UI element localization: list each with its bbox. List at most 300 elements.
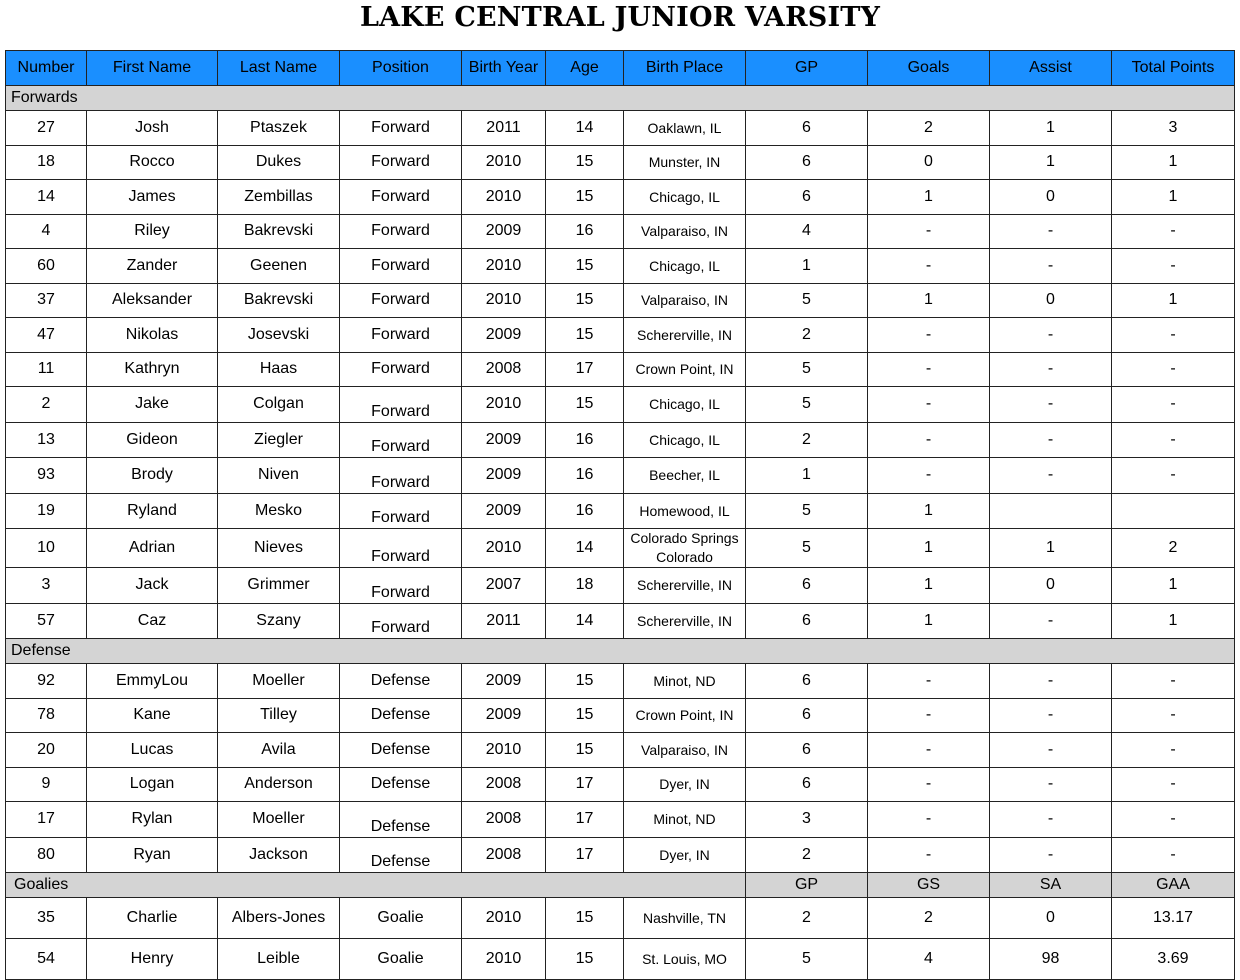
birth-year-cell: 2009 — [462, 318, 546, 353]
birth-place-cell: Schererville, IN — [624, 603, 746, 639]
birth-place-cell: Valparaiso, IN — [624, 214, 746, 249]
birth-place-cell: Crown Point, IN — [624, 352, 746, 387]
number-cell: 27 — [6, 111, 87, 146]
last-name-cell: Moeller — [218, 802, 340, 838]
player-row — [6, 145, 1235, 180]
column-header: First Name — [87, 51, 218, 86]
total-points-cell: - — [1112, 458, 1235, 494]
last-name-cell: Ziegler — [218, 422, 340, 458]
goals-cell: 4 — [868, 939, 990, 980]
age-cell: 15 — [546, 387, 624, 423]
last-name-cell: Jackson — [218, 837, 340, 873]
goalie-column-header: SA — [990, 873, 1112, 898]
age-cell: 15 — [546, 733, 624, 768]
column-header: Assist — [990, 51, 1112, 86]
birth-place-cell: Crown Point, IN — [624, 698, 746, 733]
position-cell: Forward — [340, 568, 462, 604]
goals-cell: 1 — [868, 180, 990, 215]
age-cell: 14 — [546, 111, 624, 146]
position-cell: Goalie — [340, 939, 462, 980]
assist-cell: - — [990, 603, 1112, 639]
birth-year-cell: 2009 — [462, 214, 546, 249]
total-points-cell: 3.69 — [1112, 939, 1235, 980]
first-name-cell: Riley — [87, 214, 218, 249]
column-header: GP — [746, 51, 868, 86]
player-row — [6, 458, 1235, 494]
column-header: Birth Place — [624, 51, 746, 86]
birth-place-cell: St. Louis, MO — [624, 939, 746, 980]
gp-cell: 6 — [746, 603, 868, 639]
goals-cell: - — [868, 387, 990, 423]
goals-cell: - — [868, 318, 990, 353]
assist-cell: - — [990, 458, 1112, 494]
first-name-cell: James — [87, 180, 218, 215]
assist-cell: 98 — [990, 939, 1112, 980]
assist-cell: 1 — [990, 145, 1112, 180]
total-points-cell: 1 — [1112, 180, 1235, 215]
assist-cell — [990, 493, 1112, 529]
total-points-cell: 1 — [1112, 145, 1235, 180]
column-header: Position — [340, 51, 462, 86]
first-name-cell: Rylan — [87, 802, 218, 838]
position-cell: Forward — [340, 352, 462, 387]
birth-year-cell: 2009 — [462, 493, 546, 529]
age-cell: 16 — [546, 422, 624, 458]
birth-year-cell: 2009 — [462, 458, 546, 494]
table-header-row — [6, 51, 1235, 86]
goals-cell: - — [868, 422, 990, 458]
age-cell: 17 — [546, 352, 624, 387]
assist-cell: - — [990, 802, 1112, 838]
age-cell: 15 — [546, 664, 624, 699]
position-cell: Forward — [340, 145, 462, 180]
number-cell: 54 — [6, 939, 87, 980]
total-points-cell — [1112, 493, 1235, 529]
position-cell: Forward — [340, 422, 462, 458]
first-name-cell: Kane — [87, 698, 218, 733]
birth-year-cell: 2011 — [462, 603, 546, 639]
goals-cell: - — [868, 698, 990, 733]
last-name-cell: Albers-Jones — [218, 898, 340, 939]
gp-cell: 1 — [746, 458, 868, 494]
goalie-row — [6, 898, 1235, 939]
birth-year-cell: 2011 — [462, 111, 546, 146]
page-title: LAKE CENTRAL JUNIOR VARSITY — [359, 2, 881, 33]
gp-cell: 5 — [746, 529, 868, 568]
age-cell: 17 — [546, 802, 624, 838]
total-points-cell: 13.17 — [1112, 898, 1235, 939]
birth-place-cell: Oaklawn, IL — [624, 111, 746, 146]
total-points-cell: 1 — [1112, 603, 1235, 639]
total-points-cell: - — [1112, 802, 1235, 838]
player-row — [6, 387, 1235, 423]
first-name-cell: Caz — [87, 603, 218, 639]
age-cell: 15 — [546, 939, 624, 980]
section-header-row — [6, 86, 1235, 111]
column-header: Birth Year — [462, 51, 546, 86]
gp-cell: 2 — [746, 898, 868, 939]
birth-year-cell: 2010 — [462, 939, 546, 980]
player-row — [6, 603, 1235, 639]
goalie-column-header: GS — [868, 873, 990, 898]
goals-cell: - — [868, 802, 990, 838]
goals-cell: - — [868, 214, 990, 249]
birth-place-cell: Minot, ND — [624, 664, 746, 699]
age-cell: 17 — [546, 767, 624, 802]
number-cell: 3 — [6, 568, 87, 604]
gp-cell: 5 — [746, 283, 868, 318]
player-row — [6, 493, 1235, 529]
first-name-cell: Aleksander — [87, 283, 218, 318]
number-cell: 2 — [6, 387, 87, 423]
birth-place-cell: Homewood, IL — [624, 493, 746, 529]
total-points-cell: 2 — [1112, 529, 1235, 568]
total-points-cell: - — [1112, 767, 1235, 802]
birth-place-cell: Chicago, IL — [624, 249, 746, 284]
gp-cell: 6 — [746, 180, 868, 215]
birth-place-cell: Nashville, TN — [624, 898, 746, 939]
position-cell: Forward — [340, 458, 462, 494]
gp-cell: 6 — [746, 733, 868, 768]
goals-cell: 2 — [868, 898, 990, 939]
birth-year-cell: 2010 — [462, 283, 546, 318]
birth-year-cell: 2009 — [462, 698, 546, 733]
birth-place-cell: Minot, ND — [624, 802, 746, 838]
birth-place-cell: Colorado Springs Colorado — [624, 529, 746, 568]
position-cell: Defense — [340, 664, 462, 699]
assist-cell: 0 — [990, 568, 1112, 604]
assist-cell: 0 — [990, 283, 1112, 318]
last-name-cell: Moeller — [218, 664, 340, 699]
birth-year-cell: 2008 — [462, 352, 546, 387]
position-cell: Forward — [340, 111, 462, 146]
birth-place-cell: Chicago, IL — [624, 180, 746, 215]
gp-cell: 4 — [746, 214, 868, 249]
section-label: Goalies — [6, 873, 746, 898]
position-cell: Defense — [340, 802, 462, 838]
number-cell: 19 — [6, 493, 87, 529]
gp-cell: 6 — [746, 664, 868, 699]
position-cell: Goalie — [340, 898, 462, 939]
number-cell: 35 — [6, 898, 87, 939]
birth-year-cell: 2010 — [462, 529, 546, 568]
age-cell: 15 — [546, 318, 624, 353]
total-points-cell: - — [1112, 733, 1235, 768]
birth-year-cell: 2010 — [462, 145, 546, 180]
position-cell: Forward — [340, 214, 462, 249]
section-header-row — [6, 639, 1235, 664]
age-cell: 15 — [546, 145, 624, 180]
goals-cell: - — [868, 249, 990, 284]
birth-year-cell: 2008 — [462, 837, 546, 873]
first-name-cell: Jack — [87, 568, 218, 604]
birth-place-cell: Beecher, IL — [624, 458, 746, 494]
assist-cell: - — [990, 767, 1112, 802]
gp-cell: 6 — [746, 111, 868, 146]
position-cell: Forward — [340, 529, 462, 568]
number-cell: 11 — [6, 352, 87, 387]
assist-cell: 0 — [990, 180, 1112, 215]
age-cell: 15 — [546, 898, 624, 939]
age-cell: 15 — [546, 180, 624, 215]
first-name-cell: Charlie — [87, 898, 218, 939]
player-row — [6, 802, 1235, 838]
total-points-cell: 3 — [1112, 111, 1235, 146]
number-cell: 13 — [6, 422, 87, 458]
total-points-cell: - — [1112, 249, 1235, 284]
gp-cell: 2 — [746, 837, 868, 873]
player-row — [6, 214, 1235, 249]
assist-cell: - — [990, 352, 1112, 387]
total-points-cell: 1 — [1112, 283, 1235, 318]
position-cell: Forward — [340, 603, 462, 639]
goalie-column-header: GAA — [1112, 873, 1235, 898]
birth-place-cell: Dyer, IN — [624, 767, 746, 802]
number-cell: 18 — [6, 145, 87, 180]
last-name-cell: Niven — [218, 458, 340, 494]
last-name-cell: Szany — [218, 603, 340, 639]
first-name-cell: Adrian — [87, 529, 218, 568]
total-points-cell: - — [1112, 352, 1235, 387]
total-points-cell: - — [1112, 422, 1235, 458]
birth-year-cell: 2010 — [462, 898, 546, 939]
birth-year-cell: 2009 — [462, 422, 546, 458]
number-cell: 10 — [6, 529, 87, 568]
first-name-cell: Nikolas — [87, 318, 218, 353]
last-name-cell: Avila — [218, 733, 340, 768]
birth-place-cell: Munster, IN — [624, 145, 746, 180]
player-row — [6, 568, 1235, 604]
first-name-cell: Ryan — [87, 837, 218, 873]
goals-cell: - — [868, 733, 990, 768]
last-name-cell: Josevski — [218, 318, 340, 353]
goals-cell: 1 — [868, 529, 990, 568]
last-name-cell: Zembillas — [218, 180, 340, 215]
first-name-cell: Henry — [87, 939, 218, 980]
goals-cell: 0 — [868, 145, 990, 180]
gp-cell: 6 — [746, 568, 868, 604]
number-cell: 14 — [6, 180, 87, 215]
player-row — [6, 837, 1235, 873]
last-name-cell: Dukes — [218, 145, 340, 180]
age-cell: 16 — [546, 493, 624, 529]
number-cell: 80 — [6, 837, 87, 873]
goals-cell: 1 — [868, 603, 990, 639]
number-cell: 4 — [6, 214, 87, 249]
column-header: Total Points — [1112, 51, 1235, 86]
first-name-cell: Brody — [87, 458, 218, 494]
birth-year-cell: 2008 — [462, 767, 546, 802]
goals-cell: 2 — [868, 111, 990, 146]
assist-cell: 0 — [990, 898, 1112, 939]
last-name-cell: Bakrevski — [218, 283, 340, 318]
goalie-column-header: GP — [746, 873, 868, 898]
last-name-cell: Haas — [218, 352, 340, 387]
birth-year-cell: 2007 — [462, 568, 546, 604]
first-name-cell: Zander — [87, 249, 218, 284]
gp-cell: 2 — [746, 422, 868, 458]
assist-cell: - — [990, 664, 1112, 699]
goals-cell: - — [868, 664, 990, 699]
goals-cell: 1 — [868, 568, 990, 604]
number-cell: 17 — [6, 802, 87, 838]
birth-place-cell: Valparaiso, IN — [624, 733, 746, 768]
position-cell: Forward — [340, 318, 462, 353]
player-row — [6, 529, 1235, 568]
last-name-cell: Ptaszek — [218, 111, 340, 146]
last-name-cell: Geenen — [218, 249, 340, 284]
assist-cell: - — [990, 837, 1112, 873]
total-points-cell: - — [1112, 387, 1235, 423]
last-name-cell: Colgan — [218, 387, 340, 423]
section-label: Forwards — [6, 86, 1235, 111]
age-cell: 14 — [546, 603, 624, 639]
player-row — [6, 283, 1235, 318]
player-row — [6, 249, 1235, 284]
birth-year-cell: 2009 — [462, 664, 546, 699]
number-cell: 37 — [6, 283, 87, 318]
goals-cell: - — [868, 837, 990, 873]
goals-cell: 1 — [868, 493, 990, 529]
number-cell: 92 — [6, 664, 87, 699]
birth-year-cell: 2010 — [462, 180, 546, 215]
player-row — [6, 698, 1235, 733]
assist-cell: - — [990, 249, 1112, 284]
first-name-cell: Lucas — [87, 733, 218, 768]
first-name-cell: EmmyLou — [87, 664, 218, 699]
goals-cell: - — [868, 458, 990, 494]
age-cell: 16 — [546, 214, 624, 249]
number-cell: 78 — [6, 698, 87, 733]
birth-place-cell: Schererville, IN — [624, 568, 746, 604]
gp-cell: 3 — [746, 802, 868, 838]
first-name-cell: Rocco — [87, 145, 218, 180]
gp-cell: 6 — [746, 145, 868, 180]
number-cell: 9 — [6, 767, 87, 802]
player-row — [6, 664, 1235, 699]
position-cell: Defense — [340, 733, 462, 768]
birth-place-cell: Chicago, IL — [624, 387, 746, 423]
birth-year-cell: 2010 — [462, 249, 546, 284]
gp-cell: 6 — [746, 767, 868, 802]
player-row — [6, 422, 1235, 458]
gp-cell: 5 — [746, 493, 868, 529]
assist-cell: - — [990, 214, 1112, 249]
first-name-cell: Gideon — [87, 422, 218, 458]
birth-place-cell: Valparaiso, IN — [624, 283, 746, 318]
age-cell: 15 — [546, 698, 624, 733]
age-cell: 18 — [546, 568, 624, 604]
player-row — [6, 733, 1235, 768]
age-cell: 15 — [546, 283, 624, 318]
birth-year-cell: 2010 — [462, 733, 546, 768]
birth-place-cell: Chicago, IL — [624, 422, 746, 458]
age-cell: 15 — [546, 249, 624, 284]
position-cell: Forward — [340, 493, 462, 529]
first-name-cell: Logan — [87, 767, 218, 802]
gp-cell: 5 — [746, 939, 868, 980]
number-cell: 93 — [6, 458, 87, 494]
assist-cell: - — [990, 318, 1112, 353]
goals-cell: 1 — [868, 283, 990, 318]
player-row — [6, 767, 1235, 802]
position-cell: Forward — [340, 283, 462, 318]
last-name-cell: Leible — [218, 939, 340, 980]
player-row — [6, 180, 1235, 215]
last-name-cell: Mesko — [218, 493, 340, 529]
goals-cell: - — [868, 767, 990, 802]
last-name-cell: Tilley — [218, 698, 340, 733]
goalie-row — [6, 939, 1235, 980]
last-name-cell: Bakrevski — [218, 214, 340, 249]
assist-cell: 1 — [990, 529, 1112, 568]
number-cell: 60 — [6, 249, 87, 284]
age-cell: 16 — [546, 458, 624, 494]
position-cell: Forward — [340, 249, 462, 284]
goals-cell: - — [868, 352, 990, 387]
section-label: Defense — [6, 639, 1235, 664]
gp-cell: 5 — [746, 352, 868, 387]
assist-cell: - — [990, 698, 1112, 733]
first-name-cell: Jake — [87, 387, 218, 423]
total-points-cell: - — [1112, 664, 1235, 699]
last-name-cell: Nieves — [218, 529, 340, 568]
first-name-cell: Josh — [87, 111, 218, 146]
number-cell: 57 — [6, 603, 87, 639]
position-cell: Forward — [340, 180, 462, 215]
assist-cell: - — [990, 733, 1112, 768]
birth-place-cell: Dyer, IN — [624, 837, 746, 873]
gp-cell: 5 — [746, 387, 868, 423]
gp-cell: 6 — [746, 698, 868, 733]
assist-cell: 1 — [990, 111, 1112, 146]
column-header: Age — [546, 51, 624, 86]
last-name-cell: Anderson — [218, 767, 340, 802]
total-points-cell: 1 — [1112, 568, 1235, 604]
player-row — [6, 318, 1235, 353]
age-cell: 17 — [546, 837, 624, 873]
gp-cell: 2 — [746, 318, 868, 353]
number-cell: 20 — [6, 733, 87, 768]
assist-cell: - — [990, 422, 1112, 458]
last-name-cell: Grimmer — [218, 568, 340, 604]
age-cell: 14 — [546, 529, 624, 568]
total-points-cell: - — [1112, 837, 1235, 873]
birth-year-cell: 2010 — [462, 387, 546, 423]
position-cell: Defense — [340, 698, 462, 733]
total-points-cell: - — [1112, 318, 1235, 353]
column-header: Goals — [868, 51, 990, 86]
birth-place-cell: Schererville, IN — [624, 318, 746, 353]
player-row — [6, 352, 1235, 387]
birth-year-cell: 2008 — [462, 802, 546, 838]
position-cell: Forward — [340, 387, 462, 423]
roster-table — [5, 50, 1235, 980]
position-cell: Defense — [340, 767, 462, 802]
column-header: Number — [6, 51, 87, 86]
total-points-cell: - — [1112, 698, 1235, 733]
player-row — [6, 111, 1235, 146]
total-points-cell: - — [1112, 214, 1235, 249]
assist-cell: - — [990, 387, 1112, 423]
position-cell: Defense — [340, 837, 462, 873]
gp-cell: 1 — [746, 249, 868, 284]
number-cell: 47 — [6, 318, 87, 353]
goalie-header-row — [6, 873, 1235, 898]
column-header: Last Name — [218, 51, 340, 86]
first-name-cell: Ryland — [87, 493, 218, 529]
first-name-cell: Kathryn — [87, 352, 218, 387]
